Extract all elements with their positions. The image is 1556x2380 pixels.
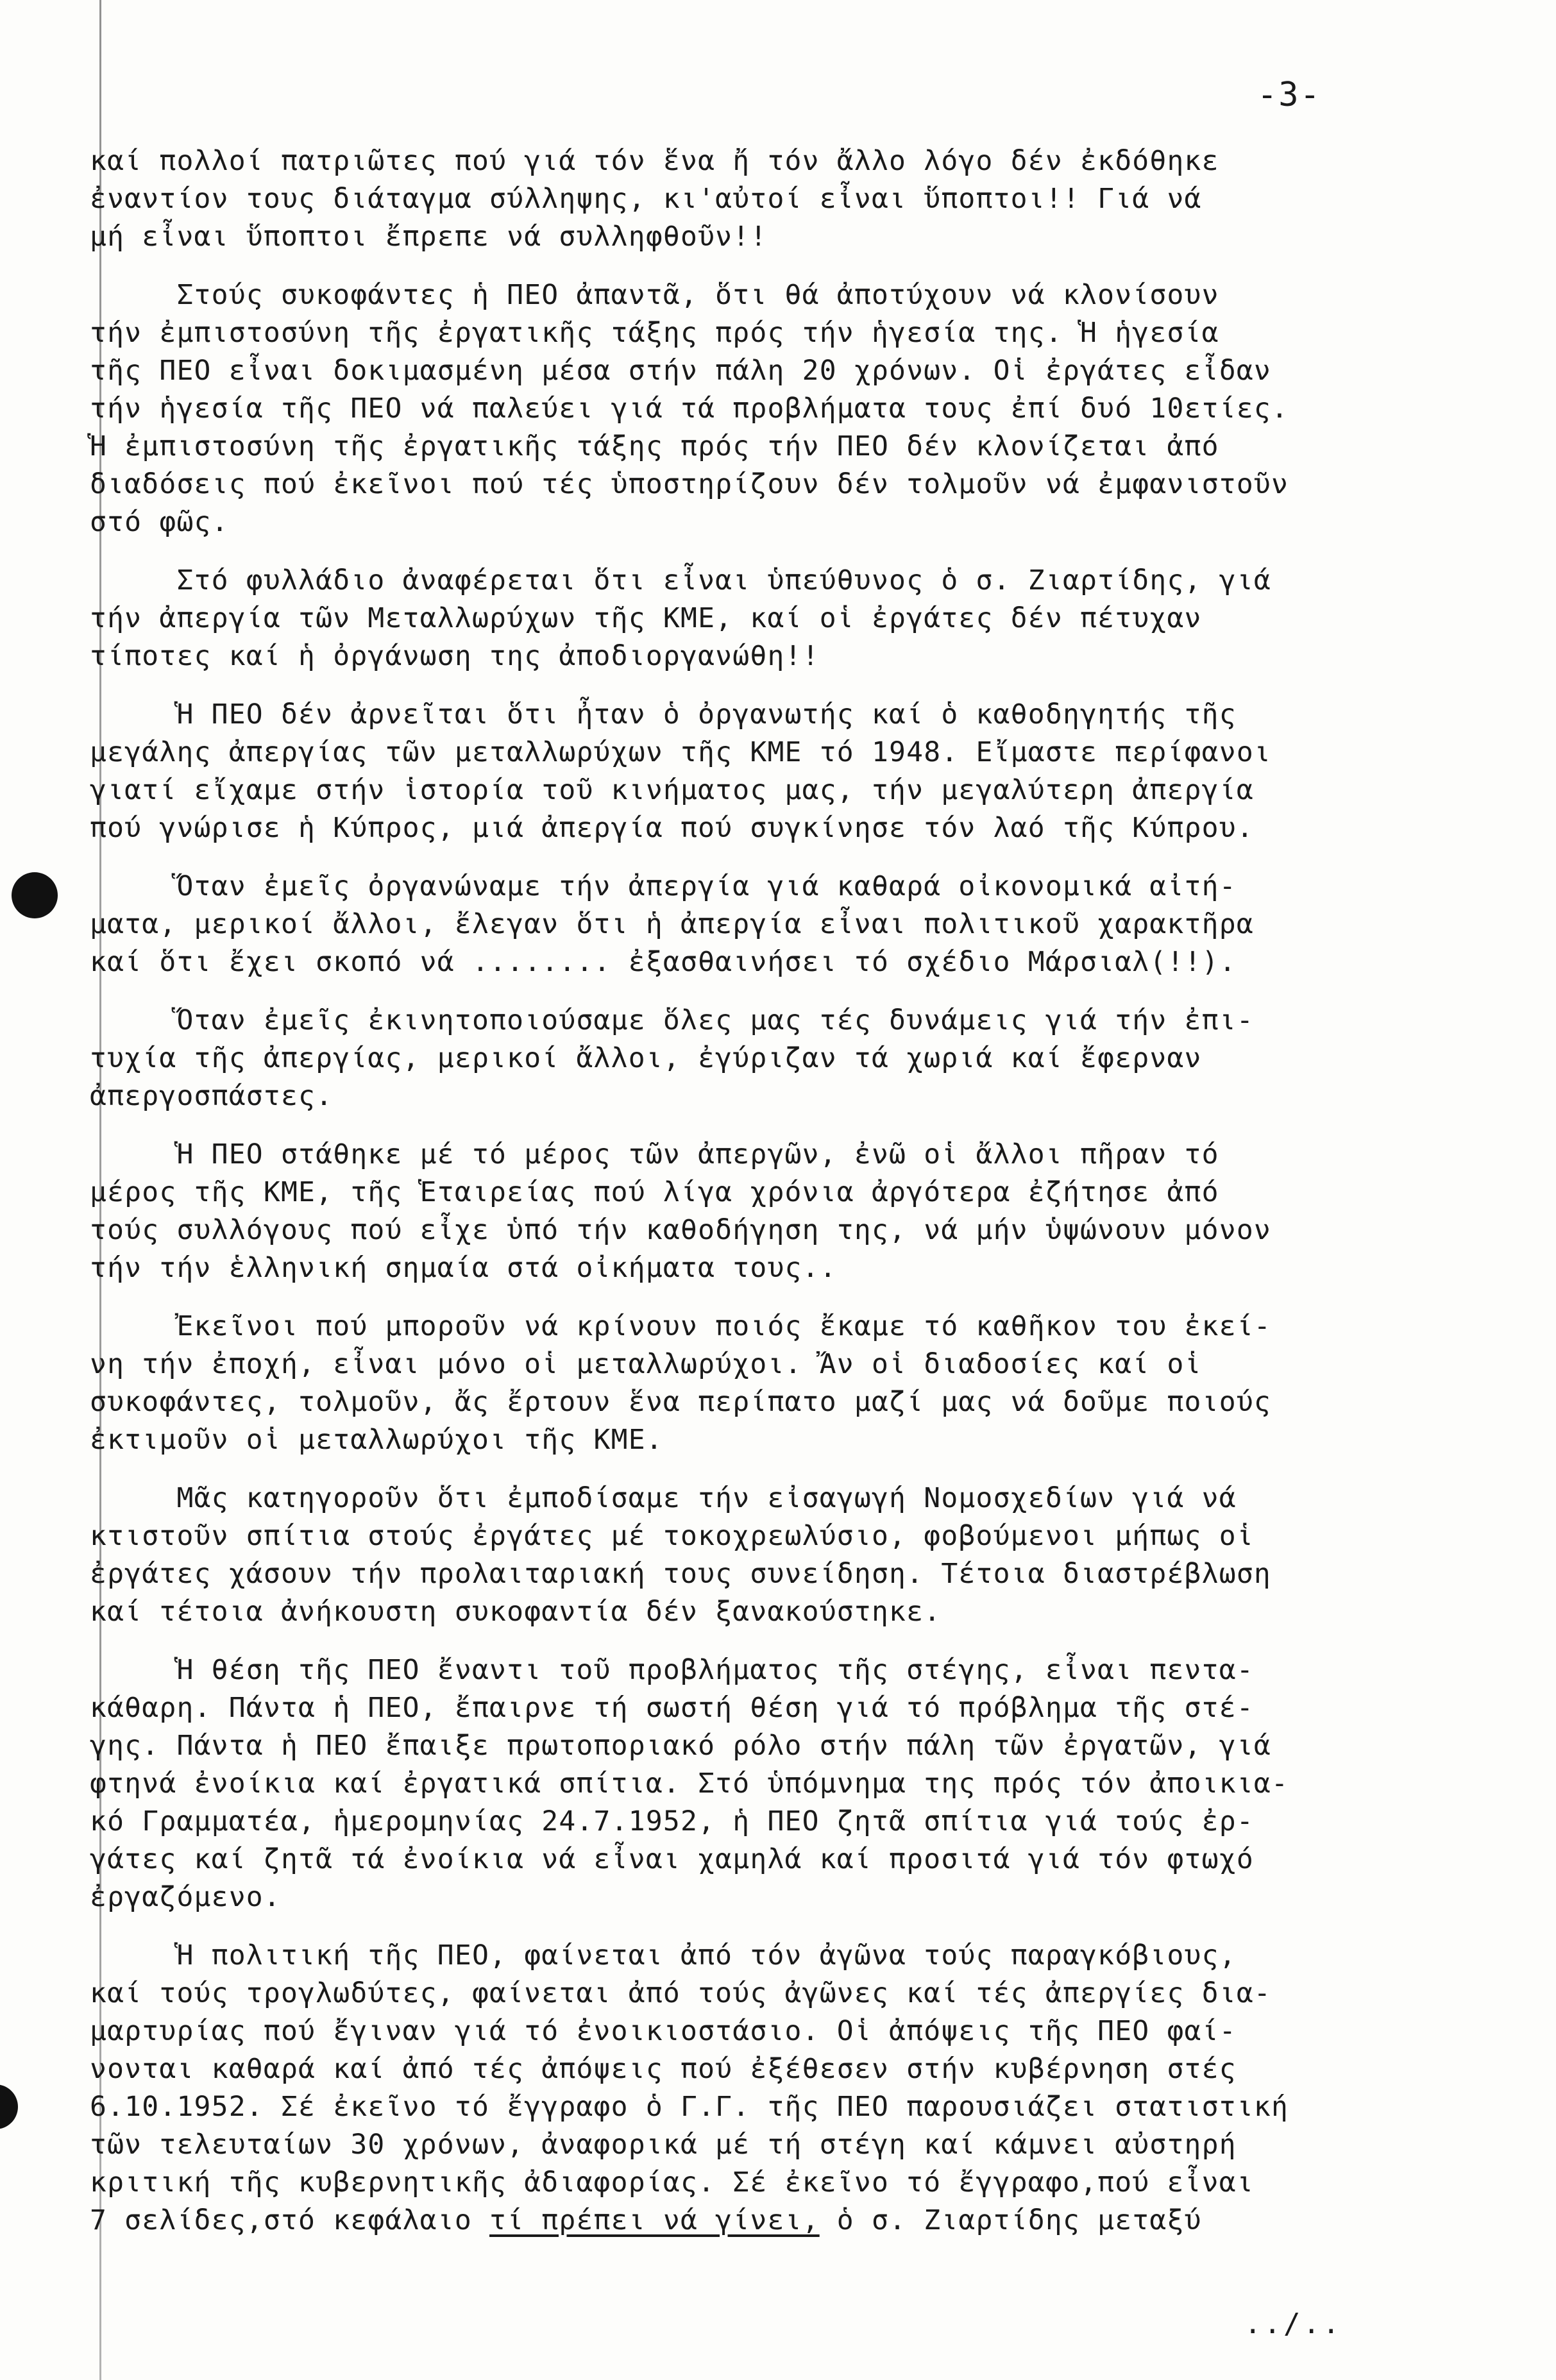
text-line: τήν ἀπεργία τῶν Μεταλλωρύχων τῆς ΚΜΕ, καί οἱ ἐργάτες δέν πέτυχαν — [90, 602, 1202, 634]
text-line: τούς συλλόγους πού εἶχε ὑπό τήν καθοδήγηση της, νά μήν ὑψώνουν μόνον — [90, 1214, 1271, 1246]
text-line: διαδόσεις πού ἐκεῖνοι πού τές ὑποστηρίζουν δέν τολμοῦν νά ἐμφανιστοῦν — [90, 468, 1289, 500]
text-line: κάθαρη. Πάντα ἡ ΠΕΟ, ἔπαιρνε τή σωστή θέση γιά τό πρόβλημα τῆς στέ- — [90, 1692, 1254, 1724]
text-line: καί τούς τρογλωδύτες, φαίνεται ἀπό τούς ἀγῶνες καί τές ἀπεργίες δια- — [90, 1977, 1271, 2009]
paragraph — [90, 696, 1488, 847]
text-line: ἐργαζόμενο. — [90, 1881, 281, 1913]
text-line: Ἡ ΠΕΟ δέν ἀρνεῖται ὅτι ἦταν ὁ ὀργανωτής καί ὁ καθοδηγητής τῆς — [90, 698, 1237, 730]
text-line: κό Γραμματέα, ἡμερομηνίας 24.7.1952, ἡ ΠΕΟ ζητᾶ σπίτια γιά τούς ἐρ- — [90, 1805, 1254, 1837]
text-line: κτιστοῦν σπίτια στούς ἐργάτες μέ τοκοχρεωλύσιο, φοβούμενοι μήπως οἱ — [90, 1520, 1254, 1552]
text-line: ἀπεργοσπάστες. — [90, 1080, 334, 1112]
text-line: Μᾶς κατηγοροῦν ὅτι ἐμποδίσαμε τήν εἰσαγωγή Νομοσχεδίων γιά νά — [90, 1482, 1237, 1514]
text-line: γης. Πάντα ἡ ΠΕΟ ἔπαιξε πρωτοποριακό ρόλο στήν πάλη τῶν ἐργατῶν, γιά — [90, 1730, 1271, 1762]
text-line: τῆς ΠΕΟ εἶναι δοκιμασμένη μέσα στήν πάλη 20 χρόνων. Οἱ ἐργάτες εἶδαν — [90, 355, 1271, 387]
punch-hole — [12, 872, 58, 918]
paragraph-gap — [90, 675, 1488, 696]
paragraph — [90, 868, 1488, 981]
text-line: νη τήν ἐποχή, εἶναι μόνο οἱ μεταλλωρύχοι. Ἄν οἱ διαδοσίες καί οἱ — [90, 1348, 1202, 1380]
paragraph — [90, 1937, 1488, 2202]
text-line: Ἡ ΠΕΟ στάθηκε μέ τό μέρος τῶν ἀπεργῶν, ἐνῶ οἱ ἄλλοι πῆραν τό — [90, 1138, 1219, 1170]
text-line: 6.10.1952. Σέ ἐκεῖνο τό ἔγγραφο ὁ Γ.Γ. τῆς ΠΕΟ παρουσιάζει στατιστική — [90, 2091, 1289, 2123]
text-line: μέρος τῆς ΚΜΕ, τῆς Ἑταιρείας πού λίγα χρόνια ἀργότερα ἐζήτησε ἀπό — [90, 1176, 1219, 1208]
text-line: Ἡ πολιτική τῆς ΠΕΟ, φαίνεται ἀπό τόν ἀγῶνα τούς παραγκόβιους, — [90, 1939, 1237, 1971]
paragraph-gap — [90, 256, 1488, 276]
text-segment: 7 σελίδες,στό κεφάλαιο — [90, 2204, 490, 2236]
paragraph — [90, 276, 1488, 541]
text-line: Ὅταν ἐμεῖς ὀργανώναμε τήν ἀπεργία γιά καθαρά οἰκονομικά αἰτή- — [90, 870, 1237, 902]
text-line-last — [90, 2202, 1488, 2240]
text-line: τήν ἡγεσία τῆς ΠΕΟ νά παλεύει γιά τά προβλήματα τους ἐπί δυό 10ετίες. — [90, 392, 1289, 425]
paragraph — [90, 1480, 1488, 1631]
paragraph-gap — [90, 1916, 1488, 1937]
text-line: τῶν τελευταίων 30 χρόνων, ἀναφορικά μέ τή στέγη καί κάμνει αὐστηρή — [90, 2129, 1237, 2161]
text-line: Ὅταν ἐμεῖς ἐκινητοποιούσαμε ὅλες μας τές δυνάμεις γιά τήν ἐπι- — [90, 1004, 1254, 1036]
continuation-mark: ../.. — [1244, 2308, 1342, 2340]
text-line: ἐργάτες χάσουν τήν προλαιταριακή τους συνείδηση. Τέτοια διαστρέβλωση — [90, 1558, 1271, 1590]
paragraph-gap — [90, 847, 1488, 868]
text-line: φτηνά ἐνοίκια καί ἐργατικά σπίτια. Στό ὑπόμνημα της πρός τόν ἀποικια- — [90, 1768, 1289, 1800]
underlined-heading-reference: τί πρέπει νά γίνει, — [489, 2204, 820, 2236]
text-line: μή εἶναι ὕποπτοι ἔπρεπε νά συλληφθοῦν!! — [90, 221, 768, 253]
text-line: τήν ἐμπιστοσύνη τῆς ἐργατικῆς τάξης πρός τήν ἡγεσία της. Ἡ ἡγεσία — [90, 317, 1219, 349]
paragraph-gap — [90, 1287, 1488, 1308]
paragraph — [90, 562, 1488, 675]
paragraph — [90, 1136, 1488, 1287]
text-line: ἐναντίον τους διάταγμα σύλληψης, κι'αὐτοί εἶναι ὕποπτοι!! Γιά νά — [90, 183, 1202, 215]
page-number: -3- — [1257, 76, 1321, 114]
text-line: Ἡ ἐμπιστοσύνη τῆς ἐργατικῆς τάξης πρός τήν ΠΕΟ δέν κλονίζεται ἀπό — [90, 430, 1219, 462]
text-line: μεγάλης ἀπεργίας τῶν μεταλλωρύχων τῆς ΚΜΕ τό 1948. Εἴμαστε περίφανοι — [90, 736, 1271, 768]
text-line: μαρτυρίας πού ἔγιναν γιά τό ἐνοικιοστάσιο. Οἱ ἀπόψεις τῆς ΠΕΟ φαί- — [90, 2015, 1237, 2047]
paragraph-gap — [90, 1631, 1488, 1651]
text-line: συκοφάντες, τολμοῦν, ἄς ἔρτουν ἕνα περίπατο μαζί μας νά δοῦμε ποιούς — [90, 1386, 1271, 1418]
text-line: ματα, μερικοί ἄλλοι, ἔλεγαν ὅτι ἡ ἀπεργία εἶναι πολιτικοῦ χαρακτῆρα — [90, 908, 1254, 940]
paragraph — [90, 142, 1488, 256]
text-line: κριτική τῆς κυβερνητικῆς ἀδιαφορίας. Σέ ἐκεῖνο τό ἔγγραφο,πού εἶναι — [90, 2166, 1254, 2199]
paragraph-gap — [90, 541, 1488, 562]
text-segment: ὁ σ. Ζιαρτίδης μεταξύ — [819, 2204, 1202, 2236]
text-line: τίποτες καί ἡ ὀργάνωση της ἀποδιοργανώθη!! — [90, 640, 820, 672]
text-line: νονται καθαρά καί ἀπό τές ἀπόψεις πού ἐξέθεσεν στήν κυβέρνηση στές — [90, 2053, 1237, 2085]
text-line: πού γνώρισε ἡ Κύπρος, μιά ἀπεργία πού συγκίνησε τόν λαό τῆς Κύπρου. — [90, 812, 1254, 844]
paragraph-gap — [90, 1459, 1488, 1480]
paragraph-gap — [90, 1115, 1488, 1136]
body-text — [90, 142, 1488, 2240]
paragraph-gap — [90, 981, 1488, 1002]
text-line: τυχία τῆς ἀπεργίας, μερικοί ἄλλοι, ἐγύριζαν τά χωριά καί ἔφερναν — [90, 1042, 1202, 1074]
text-line: στό φῶς. — [90, 506, 229, 538]
text-line: καί ὅτι ἔχει σκοπό νά ........ ἐξασθαινήσει τό σχέδιο Μάρσιαλ(!!). — [90, 946, 1237, 978]
text-line: ἐκτιμοῦν οἱ μεταλλωρύχοι τῆς ΚΜΕ. — [90, 1424, 663, 1456]
text-line: καί τέτοια ἀνήκουστη συκοφαντία δέν ξανακούστηκε. — [90, 1596, 942, 1628]
text-line: Στό φυλλάδιο ἀναφέρεται ὅτι εἶναι ὑπεύθυνος ὁ σ. Ζιαρτίδης, γιά — [90, 564, 1271, 596]
text-line: Ἡ θέση τῆς ΠΕΟ ἔναντι τοῦ προβλήματος τῆς στέγης, εἶναι πεντα- — [90, 1654, 1254, 1686]
text-line: καί πολλοί πατριῶτες πού γιά τόν ἕνα ἤ τόν ἄλλο λόγο δέν ἐκδόθηκε — [90, 145, 1219, 177]
text-line: γιατί εἴχαμε στήν ἱστορία τοῦ κινήματος μας, τήν μεγαλύτερη ἀπεργία — [90, 774, 1254, 806]
punch-hole-edge — [0, 2084, 18, 2129]
text-line: Ἐκεῖνοι πού μποροῦν νά κρίνουν ποιός ἔκαμε τό καθῆκον του ἐκεί- — [90, 1310, 1271, 1342]
paragraph — [90, 1308, 1488, 1459]
text-line: τήν τήν ἑλληνική σημαία στά οἰκήματα τους.. — [90, 1252, 837, 1284]
text-line: γάτες καί ζητᾶ τά ἐνοίκια νά εἶναι χαμηλά καί προσιτά γιά τόν φτωχό — [90, 1843, 1254, 1875]
paragraph — [90, 1651, 1488, 1916]
text-line: Στούς συκοφάντες ἡ ΠΕΟ ἀπαντᾶ, ὅτι θά ἀποτύχουν νά κλονίσουν — [90, 279, 1219, 311]
paragraph — [90, 1002, 1488, 1115]
